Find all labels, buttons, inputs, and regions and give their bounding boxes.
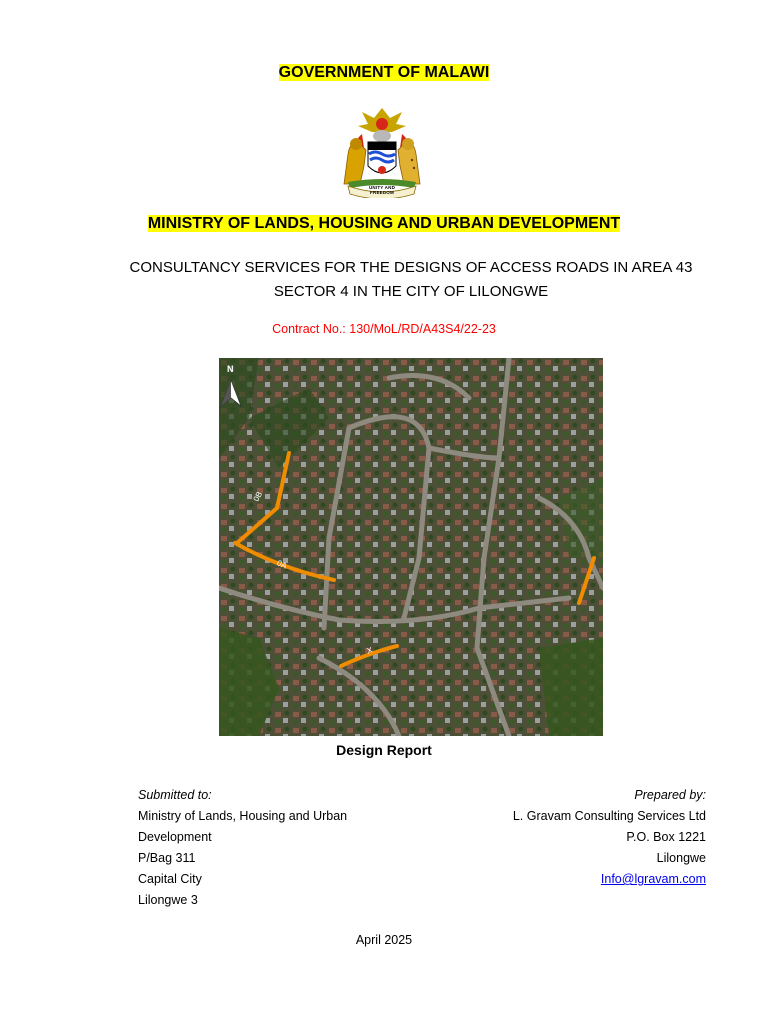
ministry-title [0,215,768,233]
project-title [90,256,732,304]
north-label: N [227,364,234,374]
submitted-line: Capital City [138,872,202,886]
government-title-text: GOVERNMENT OF MALAWI [278,64,490,81]
prepared-by-block [446,785,706,890]
coat-of-arms-emblem [334,104,430,198]
prepared-line: Lilongwe [656,851,706,865]
road-label-x: X [365,645,374,656]
satellite-map-image [219,358,603,736]
contract-number: Contract No.: 130/MoL/RD/A43S4/22-23 [272,322,496,336]
submitted-line: P/Bag 311 [138,851,196,865]
report-title: Design Report [336,742,432,758]
submitted-to-block [138,785,388,911]
coat-of-arms-motto: UNITY AND FREEDOM [368,185,396,195]
ministry-title-text: MINISTRY OF LANDS, HOUSING AND URBAN DEVELOPMENT [147,215,621,232]
submitted-line: Development [138,830,212,844]
prepared-line: P.O. Box 1221 [626,830,706,844]
prepared-line: L. Gravam Consulting Services Ltd [512,809,706,823]
road-label-0b: 0B [251,490,265,503]
government-title [0,64,768,82]
road-label-0a: 0A [275,558,289,571]
submitted-line: Lilongwe 3 [138,893,198,907]
submitted-to-heading: Submitted to: [138,788,212,802]
email-link[interactable]: Info@lgravam.com [600,872,706,886]
prepared-by-heading: Prepared by: [634,788,706,802]
project-title-line-2: SECTOR 4 IN THE CITY OF LILONGWE [273,283,549,300]
submitted-line: Ministry of Lands, Housing and Urban [138,809,348,823]
project-title-line-1: CONSULTANCY SERVICES FOR THE DESIGNS OF ACCESS ROADS IN AREA 43 [129,259,693,276]
report-date: April 2025 [355,933,413,947]
